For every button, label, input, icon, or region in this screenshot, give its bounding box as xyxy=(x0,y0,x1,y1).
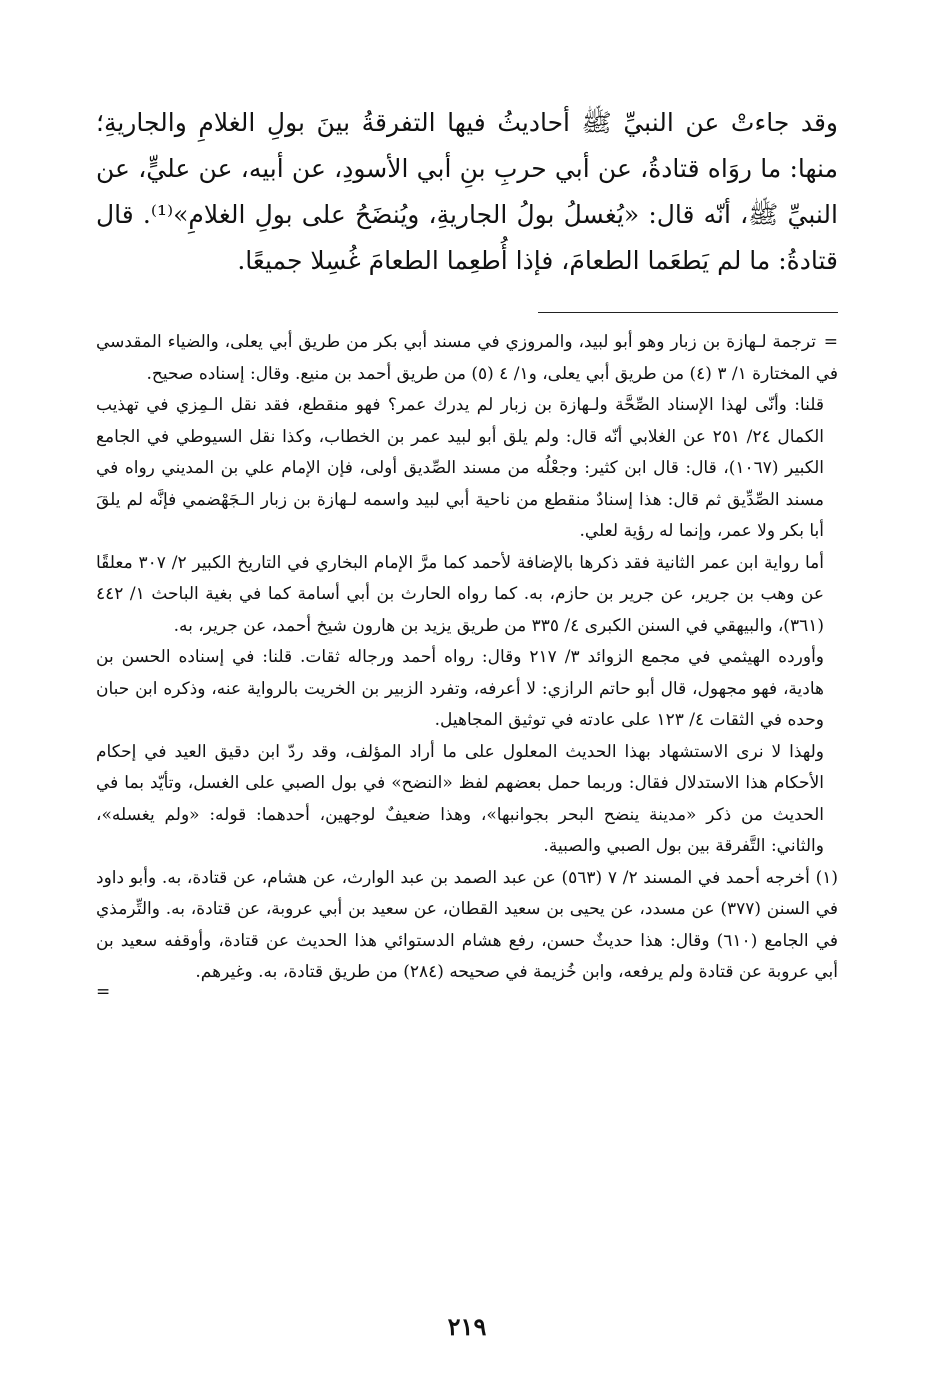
footnote-paragraph: ولهذا لا نرى الاستشهاد بهذا الحديث المعلول على ما أراد المؤلف، وقد ردّ ابن دقيق العيد في إحكام الأحكام هذا الاستدلال فقال: وربما حمل بعضهم لفظ «النضح» في بول الصبي على الغسل، وتأيّد بما في الحديث من ذكر «مدينة ينضح البحر بجوانبها»، وهذا ضعيفٌ لوجهين، أحدهما: قوله: «ولم يغسله»، والثاني: التَّفرقة بين بول الصبي والصبية. xyxy=(96,741,824,856)
footnote-1 xyxy=(96,863,838,989)
page-number: ٢١٩ xyxy=(447,1312,487,1341)
continues-next-page-mark: = xyxy=(96,981,111,1002)
footnotes-section xyxy=(96,327,838,1001)
main-body-text: وقد جاءتْ عن النبيِّ ﷺ أحاديثُ فيها التفرقةُ بينَ بولِ الغلامِ والجاريةِ؛ منها: ما روَاه قتادةُ، عن أبي حربِ بنِ أبي الأسودِ، عن أبيه، عن عليٍّ، عن النبيِّ ﷺ، أنّه قال: «يُغسلُ بولُ الجاريةِ، ويُنضَحُ على بولِ الغلامِ»⁽¹⁾. قال قتادةُ: ما لم يَطعَما الطعامَ، فإذا أُطعِما الطعامَ غُسِلا جميعًا. xyxy=(96,108,838,275)
book-page xyxy=(96,100,838,1001)
footnote-1-label: (١) xyxy=(815,867,838,888)
footnote-text: ترجمة لـهازة بن زبار وهو أبو لبيد، والمروزي في مسند أبي بكر من طريق أبي يعلى، والضياء المقدسي في المختارة ١/ ٣ (٤) من طريق أبي يعلى، و١/ ٤ (٥) من طريق أحمد بن منيع. وقال: إسناده صحيح. xyxy=(96,332,838,384)
footnote-divider xyxy=(538,312,838,313)
footnote-paragraph: أما رواية ابن عمر الثانية فقد ذكرها بالإضافة لأحمد كما مرَّ الإمام البخاري في التاريخ الكبير ٢/ ٣٠٧ معلقًا عن وهب بن جرير، عن جرير بن حازم، به. كما رواه الحارث بن أبي أسامة كما في بغية الباحث ١/ ٤٤٢ (٣٦١)، والبيهقي في السنن الكبرى ٤/ ٣٣٥ من طريق يزيد بن هارون شيخ أحمد، عن جرير، به. xyxy=(96,552,824,636)
footnote-continuation-paragraph xyxy=(96,327,838,390)
footnote-paragraph: وأورده الهيثمي في مجمع الزوائد ٣/ ٢١٧ وقال: رواه أحمد ورجاله ثقات. قلنا: في إسناده الحسن بن هادية، فهو مجهول، قال أبو حاتم الرازي: لا أعرفه، وتفرد الزبير بن الخريت بالرواية عنه، وذكره ابن حبان وحده في الثقات ٤/ ١٢٣ على عادته في توثيق المجاهيل. xyxy=(96,647,824,730)
footnote-paragraph: قلنا: وأنّى لهذا الإسناد الصِّحَّة ولـهازة بن زبار لم يدرك عمر؟ فهو منقطع، فقد نقل الـمِزي في تهذيب الكمال ٢٤/ ٢٥١ عن الغلابي أنّه قال: ولم يلق أبو لبيد عمر بن الخطاب، وكذا نقل السيوطي في الجامع الكبير (١٠٦٧)، قال: قال ابن كثير: وجعْلُه من مسند الصِّديق أولى، فإن الإمام علي بن المديني رواه في مسند الصِّدِّيق ثم قال: هذا إسنادٌ منقطع من ناحية أبي لبيد واسمه لـهازة بن زبار الـجَهْضمي فإنَّه لم يلقَ أبا بكر ولا عمر، وإنما له رؤية لعلي. xyxy=(96,395,825,541)
footnote-1-text: أخرجه أحمد في المسند ٢/ ٧ (٥٦٣) عن عبد الصمد بن عبد الوارث، عن هشام، عن قتادة، به. وأبو داود في السنن (٣٧٧) عن مسدد، عن يحيى بن سعيد القطان، عن سعيد بن أبي عروبة، عن قتادة، به. والتِّرمذي في الجامع (٦١٠) وقال: هذا حديثٌ حسن، رفع هشام الدستوائي هذا الحديث عن قتادة، وأوقفه سعيد بن أبي عروبة عن قتادة ولم يرفعه، وابن خُزيمة في صحيحه (٢٨٤) من طريق قتادة، به. وغيرهم. xyxy=(96,867,838,982)
continuation-mark: = xyxy=(823,332,838,352)
